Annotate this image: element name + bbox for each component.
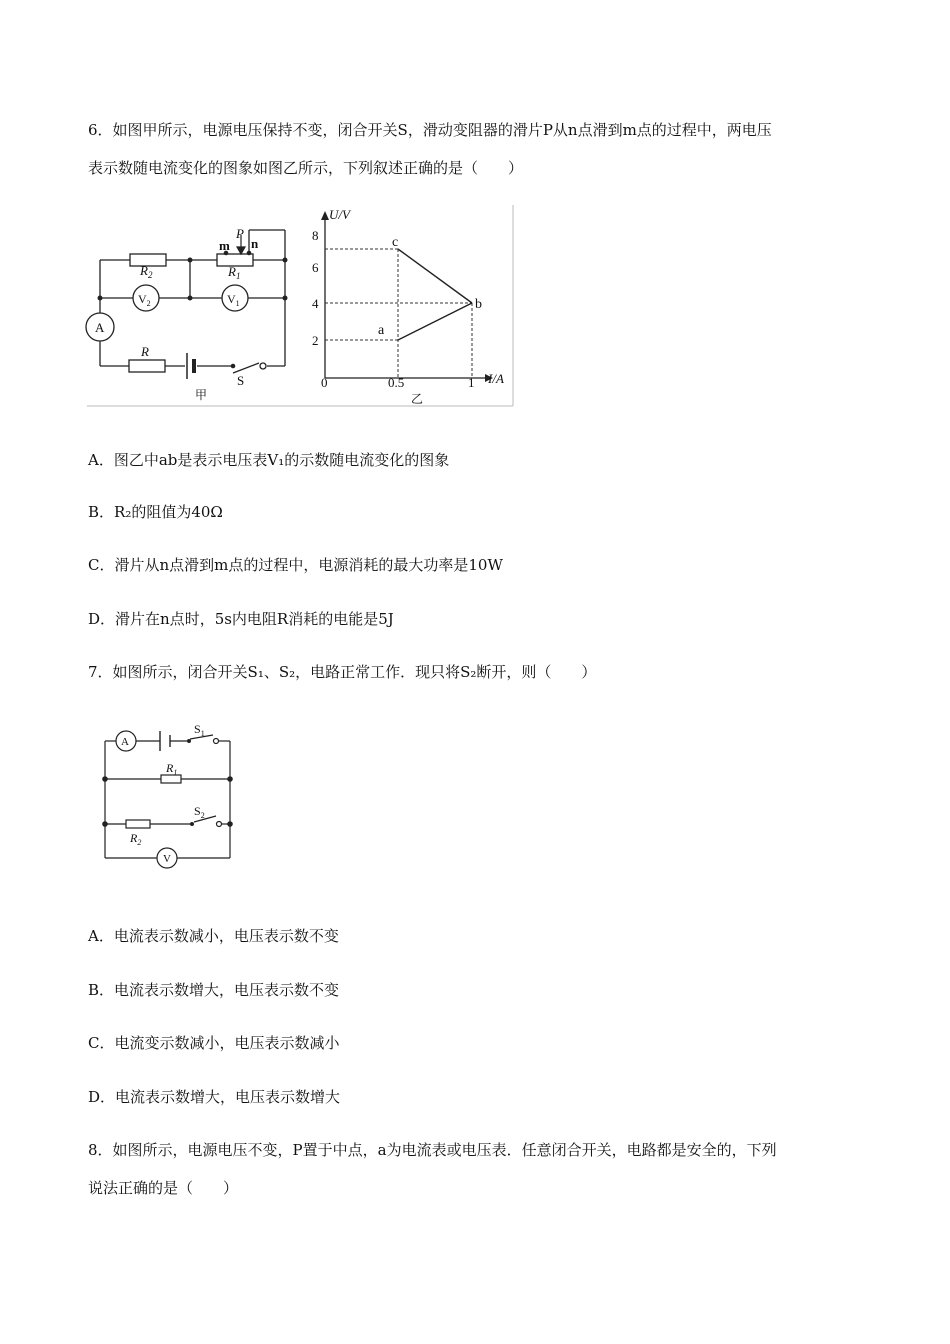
resistor-r2 [126, 820, 150, 828]
ytick-6: 6 [312, 260, 319, 275]
resistor-r1 [161, 775, 181, 783]
label-s: S [237, 373, 245, 388]
q6-option-b: B．R₂的阻值为40Ω [88, 503, 223, 521]
svg-text:S2: $S_2$ [194, 804, 205, 820]
svg-text:R1: $R_1$ [228, 264, 241, 281]
switch-s-contact [260, 363, 266, 369]
resistor-r [129, 360, 165, 372]
xtick-1: 1 [468, 375, 475, 390]
q6-stem-line1: 6．如图甲所示，电源电压保持不变，闭合开关S，滑动变阻器的滑片P从n点滑到m点的过程中，两电压 [88, 121, 772, 139]
q7-option-a: A．电流表示数减小，电压表示数不变 [88, 927, 339, 945]
label-p: P [236, 226, 244, 241]
battery-icon [160, 731, 170, 751]
q6-graph [312, 207, 504, 406]
svg-text:V1: $V_1$ [227, 292, 240, 308]
label-r1: R [166, 761, 174, 775]
point-a-label: a [378, 323, 385, 338]
graph-y-axis-label: U/V [329, 207, 350, 222]
label-s2: S [194, 804, 201, 818]
svg-text:R1: $R_1$ [166, 761, 178, 777]
graph-line-cb [398, 249, 472, 303]
q7-option-b: B．电流表示数增大，电压表示数不变 [88, 981, 340, 999]
xtick-0: 0 [321, 375, 328, 390]
ytick-2: 2 [312, 333, 319, 348]
q6-option-a: A．图乙中ab是表示电压表V₁的示数随电流变化的图象 [88, 451, 450, 469]
q6-option-d: D．滑片在n点时，5s内电阻R消耗的电能是5J [88, 610, 394, 628]
label-a: A [121, 736, 129, 748]
label-r2: R [130, 831, 138, 845]
q7-option-d: D．电流表示数增大，电压表示数增大 [88, 1088, 341, 1106]
q7-option-c: C．电流变示数减小，电压表示数减小 [88, 1034, 340, 1052]
battery-icon [187, 353, 194, 379]
q7-circuit-diagram [98, 718, 238, 873]
graph-line-ab [398, 303, 472, 340]
q6-circuit-diagram [100, 230, 285, 373]
ytick-4: 4 [312, 296, 319, 311]
svg-text:S1: $S_1$ [194, 722, 205, 738]
label-r: R [141, 344, 149, 359]
xtick-0-5: 0.5 [388, 375, 405, 390]
q8-stem-line1: 8．如图所示，电源电压不变，P置于中点，a为电流表或电压表．任意闭合开关，电路都是安全的，下列 [88, 1141, 777, 1159]
q6-stem-line2: 表示数随电流变化的图象如图乙所示，下列叙述正确的是（ ） [88, 159, 524, 177]
q6-figure [85, 203, 517, 408]
q6-option-c: C．滑片从n点滑到m点的过程中，电源消耗的最大功率是10W [88, 556, 503, 574]
caption-jia: 甲 [195, 388, 208, 402]
label-r2: R [140, 263, 148, 278]
q7-stem-line1: 7．如图所示，闭合开关S₁、S₂，电路正常工作．现只将S₂断开，则（ ） [88, 663, 597, 681]
label-n: n [251, 236, 259, 251]
svg-text:R2: $R_2$ [140, 263, 153, 280]
switch-s2-contact [217, 822, 222, 827]
label-a: A [95, 320, 105, 335]
resistor-r2 [130, 254, 166, 266]
label-m: m [219, 238, 230, 253]
label-v: V [163, 853, 171, 865]
q8-stem-line2: 说法正确的是（ ） [88, 1179, 239, 1197]
graph-x-axis-label: I/A [488, 371, 504, 386]
svg-text:R2: $R_2$ [130, 831, 142, 847]
label-v2: V [138, 292, 147, 306]
caption-yi: 乙 [411, 392, 424, 406]
label-s1: S [194, 722, 201, 736]
switch-s1-contact [214, 739, 219, 744]
svg-text:V2: $V_2$ [138, 292, 151, 308]
ytick-8: 8 [312, 228, 319, 243]
label-v1: V [227, 292, 236, 306]
point-b-label: b [475, 297, 482, 312]
point-c-label: c [392, 235, 399, 250]
junction-dots [98, 251, 288, 369]
label-r1: R [228, 264, 236, 279]
